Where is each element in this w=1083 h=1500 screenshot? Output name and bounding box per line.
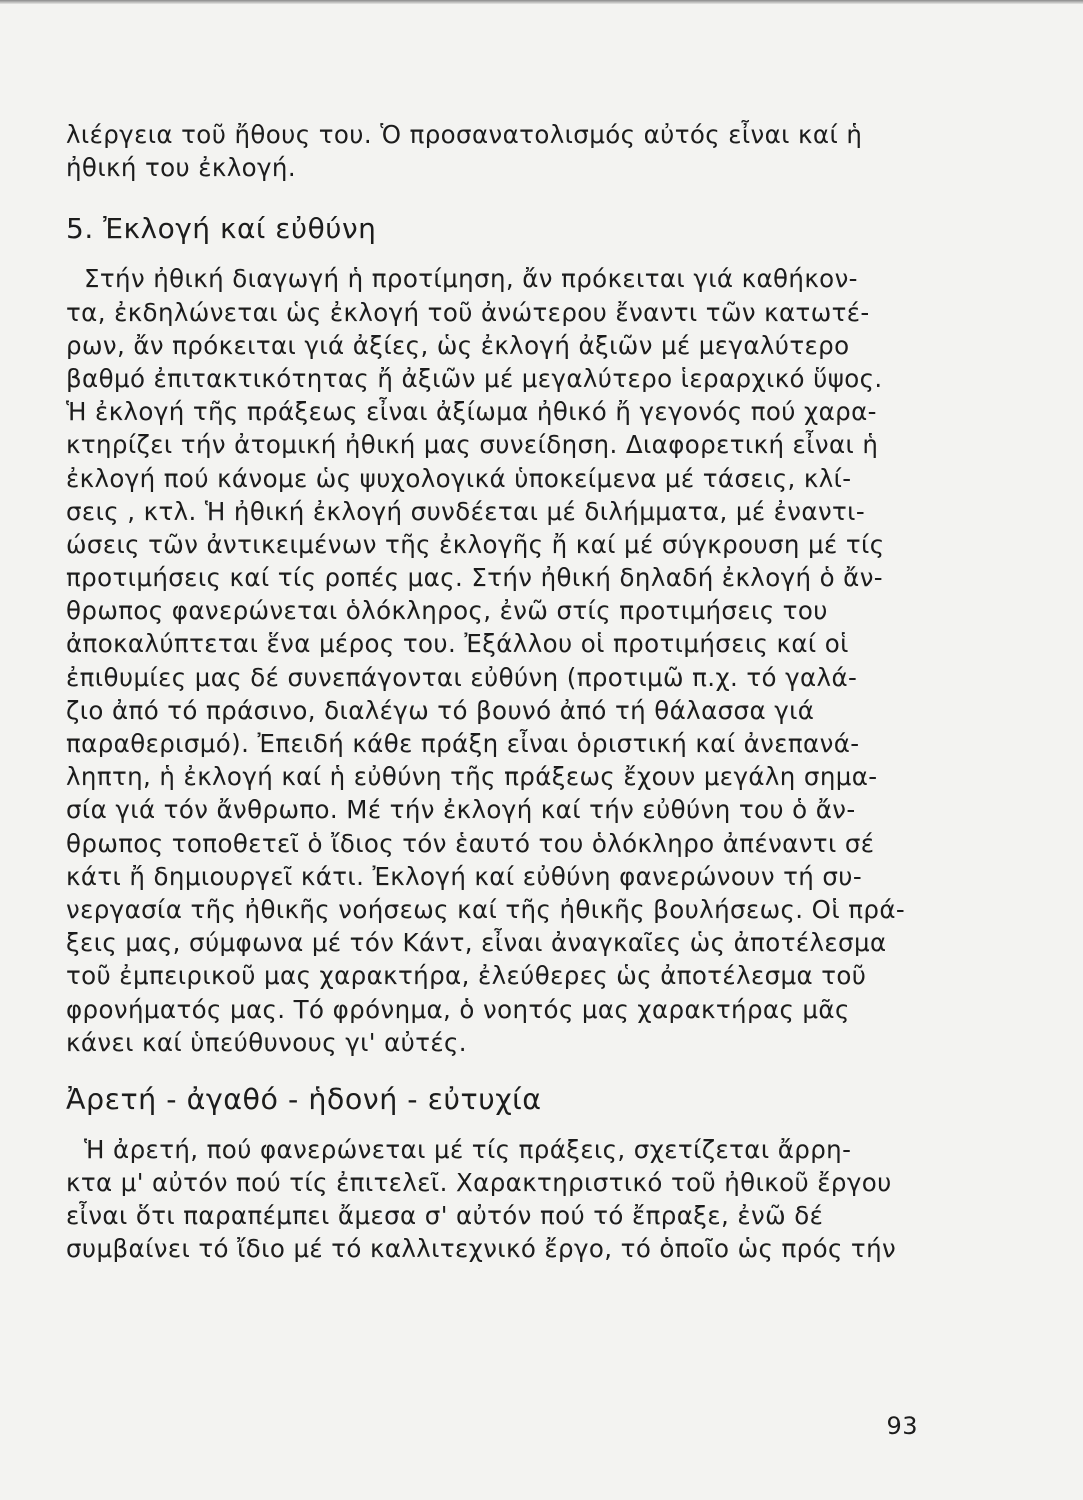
intro-paragraph [66, 118, 908, 184]
text-line: ξεις μας, σύμφωνα μέ τόν Κάντ, εἶναι ἀναγκαῖες ὡς ἀποτέλεσμα [66, 928, 887, 958]
text-line: βαθμό ἐπιτακτικότητας ἤ ἀξιῶν μέ μεγαλύτερο ἱεραρχικό ὕψος. [66, 363, 883, 393]
text-line: θρωπος τοποθετεῖ ὁ ἴδιος τόν ἑαυτό του ὁλόκληρο ἀπέναντι σέ [66, 828, 875, 858]
text-line: προτιμήσεις καί τίς ροπές μας. Στήν ἠθική δηλαδή ἐκλογή ὁ ἄν- [66, 563, 884, 593]
text-line: τα, ἐκδηλώνεται ὡς ἐκλογή τοῦ ἀνώτερου ἔναντι τῶν κατωτέ- [66, 297, 870, 327]
text-line: συμβαίνει τό ἴδιο μέ τό καλλιτεχνικό ἔργο, τό ὁποῖο ὡς πρός τήν [66, 1234, 897, 1264]
text-line: ἀποκαλύπτεται ἕνα μέρος του. Ἐξάλλου οἱ προτιμήσεις καί οἱ [66, 629, 849, 659]
text-line: ἠθική του ἐκλογή. [66, 153, 297, 183]
text-line: λιέργεια τοῦ ἤθους του. Ὁ προσανατολισμός αὐτός εἶναι καί ἡ [66, 120, 863, 149]
text-line: παραθερισμό). Ἐπειδή κάθε πράξη εἶναι ὁριστική καί ἀνεπανά- [66, 729, 860, 758]
text-line: κάτι ἤ δημιουργεῖ κάτι. Ἐκλογή καί εὐθύνη φανερώνουν τή συ- [66, 861, 863, 891]
section-paragraph [66, 262, 908, 1059]
text-line: κάνει καί ὑπεύθυνους γι' αὐτές. [66, 1027, 467, 1057]
text-line: ἐκλογή πού κάνομε ὡς ψυχολογικά ὑποκείμενα μέ τάσεις, κλί- [66, 463, 852, 493]
text-line: σία γιά τόν ἄνθρωπο. Μέ τήν ἐκλογή καί τήν εὐθύνη του ὁ ἄν- [66, 795, 856, 825]
text-line: ληπτη, ἡ ἐκλογή καί ἡ εὐθύνη τῆς πράξεως ἔχουν μεγάλη σημα- [66, 762, 878, 792]
text-line: εἶναι ὅτι παραπέμπει ἄμεσα σ' αὐτόν πού τό ἔπραξε, ἐνῶ δέ [66, 1201, 824, 1231]
page-top-edge [0, 0, 1083, 4]
text-line: σεις , κτλ. Ἡ ἠθική ἐκλογή συνδέεται μέ διλήμματα, μέ ἐναντι- [66, 496, 866, 526]
text-line: Ἡ ἀρετή, πού φανερώνεται μέ τίς πράξεις, σχετίζεται ἄρρη- [84, 1134, 852, 1164]
section-heading-virtue: Ἀρετή - ἀγαθό - ἡδονή - εὐτυχία [66, 1082, 542, 1116]
text-line: φρονήματός μας. Τό φρόνημα, ὁ νοητός μας χαρακτήρας μᾶς [66, 994, 850, 1024]
text-line: θρωπος φανερώνεται ὁλόκληρος, ἐνῶ στίς προτιμήσεις του [66, 596, 828, 626]
text-line: κτα μ' αὐτόν πού τίς ἐπιτελεῖ. Χαρακτηριστικό τοῦ ἠθικοῦ ἔργου [66, 1168, 892, 1198]
page-number: 93 [886, 1412, 918, 1440]
text-line: νεργασία τῆς ἠθικῆς νοήσεως καί τῆς ἠθικῆς βουλήσεως. Οἱ πρά- [66, 894, 906, 924]
text-line: ζιο ἀπό τό πράσινο, διαλέγω τό βουνό ἀπό τή θάλασσα γιά [66, 695, 815, 725]
section-heading-choice-responsibility: 5. Ἐκλογή καί εὐθύνη [66, 212, 377, 246]
section-paragraph [66, 1133, 908, 1266]
page-body [66, 118, 908, 1266]
text-line: Στήν ἠθική διαγωγή ἡ προτίμηση, ἄν πρόκειται γιά καθήκον- [84, 264, 858, 294]
text-line: τοῦ ἐμπειρικοῦ μας χαρακτήρα, ἐλεύθερες ὡς ἀποτέλεσμα τοῦ [66, 961, 867, 991]
text-line: ώσεις τῶν ἀντικειμένων τῆς ἐκλογῆς ἤ καί μέ σύγκρουση μέ τίς [66, 529, 885, 559]
text-line: ρων, ἄν πρόκειται γιά ἀξίες, ὡς ἐκλογή ἀξιῶν μέ μεγαλύτερο [66, 330, 850, 360]
text-line: κτηρίζει τήν ἀτομική ἠθική μας συνείδηση. Διαφορετική εἶναι ἡ [66, 430, 879, 460]
text-line: ἐπιθυμίες μας δέ συνεπάγονται εὐθύνη (προτιμῶ π.χ. τό γαλά- [66, 662, 858, 692]
text-line: Ἡ ἐκλογή τῆς πράξεως εἶναι ἀξίωμα ἠθικό ἤ γεγονός πού χαρα- [66, 397, 877, 427]
